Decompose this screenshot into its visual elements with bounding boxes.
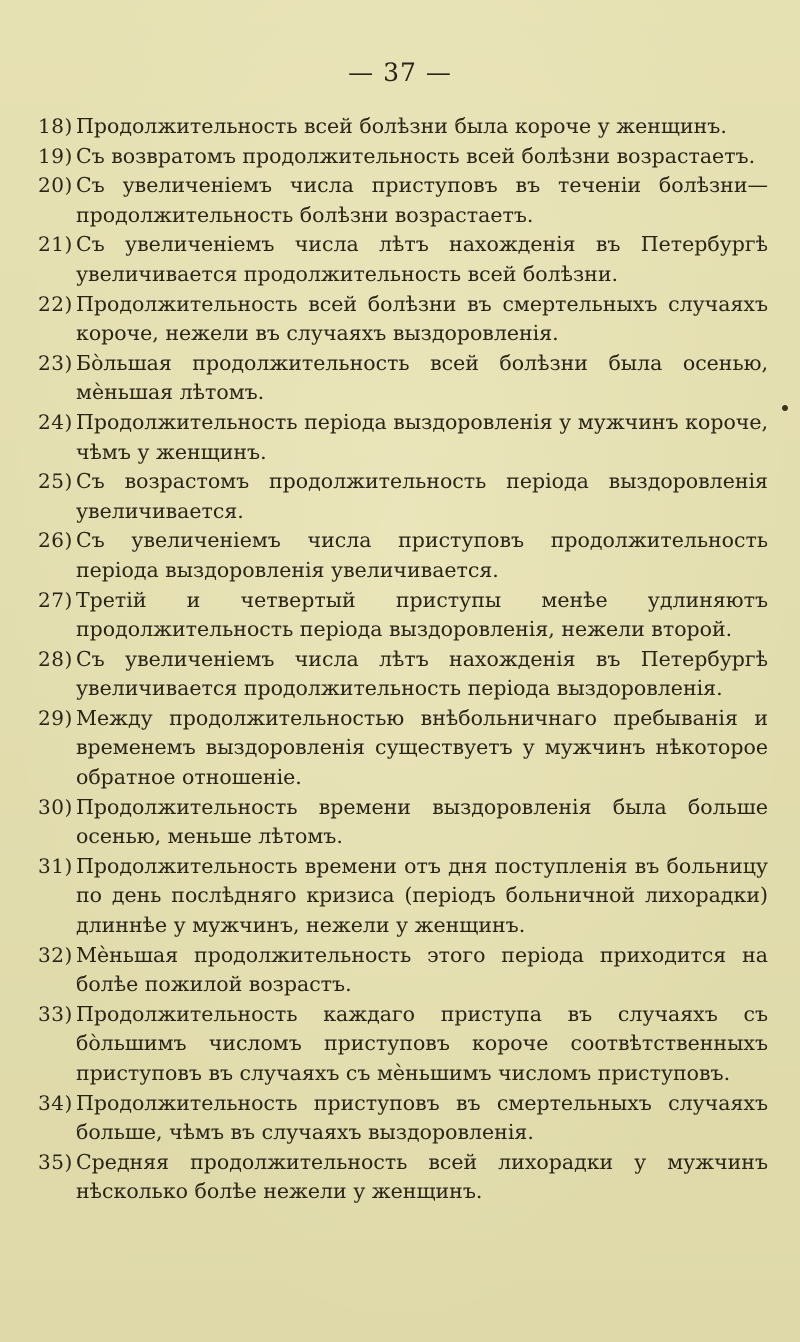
list-item <box>38 349 768 408</box>
item-number: 35) <box>38 1149 73 1174</box>
list-item <box>38 230 768 289</box>
item-text: Мѐньшая продолжительность этого періода приходится на болѣе пожилой возрастъ. <box>76 942 768 997</box>
list-item <box>38 1000 768 1089</box>
item-number: 19) <box>38 143 73 168</box>
list-item <box>38 112 768 142</box>
item-text: Съ увеличеніемъ числа лѣтъ нахожденія въ Петербургѣ увеличивается продолжительность всей болѣзни. <box>76 232 768 286</box>
item-text: Продолжительность всей болѣзни была короче у женщинъ. <box>76 114 727 138</box>
list-item <box>38 408 768 467</box>
item-number: 25) <box>38 469 73 494</box>
item-text: Продолжительность всей болѣзни въ смертельныхъ случаяхъ короче, нежели въ случаяхъ выздоровленія. <box>76 291 768 346</box>
list-item <box>38 941 768 1000</box>
list-item <box>38 645 768 704</box>
item-number: 18) <box>38 114 73 138</box>
item-text: Продолжительность приступовъ въ смертельныхъ случаяхъ больше, чѣмъ въ случаяхъ выздоровленія. <box>76 1090 768 1145</box>
item-text: Продолжительность періода выздоровленія у мужчинъ короче, чѣмъ у женщинъ. <box>76 409 768 464</box>
item-number: 32) <box>38 942 73 967</box>
page-number: — 37 — <box>348 58 452 87</box>
item-text: Съ возвратомъ продолжительность всей болѣзни возрастаетъ. <box>76 143 756 168</box>
list-item <box>38 290 768 349</box>
list-item <box>38 793 768 852</box>
item-number: 29) <box>38 705 73 730</box>
list-item <box>38 852 768 941</box>
item-text: Съ увеличеніемъ числа приступовъ продолжительность періода выздоровленія увеличивается. <box>76 528 768 582</box>
list-item <box>38 1148 768 1207</box>
list-item <box>38 467 768 526</box>
item-number: 23) <box>38 350 73 375</box>
item-text: Съ увеличеніемъ числа лѣтъ нахожденія въ Петербургѣ увеличивается продолжительность періода выздоровленія. <box>76 646 768 701</box>
list-item <box>38 704 768 793</box>
conclusions-list <box>38 112 768 1207</box>
item-number: 30) <box>38 794 73 819</box>
item-text: Продолжительность времени отъ дня поступленія въ больницу по день послѣдняго кризиса (періодъ больничной лихорадки) длиннѣе у мужчинъ, нежели у женщинъ. <box>76 853 768 938</box>
list-item <box>38 586 768 645</box>
item-number: 20) <box>38 173 73 198</box>
item-number: 24) <box>38 409 73 434</box>
item-text: Средняя продолжительность всей лихорадки у мужчинъ нѣсколько болѣе нежели у женщинъ. <box>76 1149 768 1204</box>
item-number: 33) <box>38 1001 73 1026</box>
item-text: Съ возрастомъ продолжительность періода выздоровленія увеличивается. <box>76 469 768 523</box>
item-text: Съ увеличеніемъ числа приступовъ въ теченіи болѣзни—продолжительность болѣзни возрастаетъ. <box>76 173 768 227</box>
list-item <box>38 1089 768 1148</box>
item-number: 34) <box>38 1090 73 1115</box>
item-text: Бо̀льшая продолжительность всей болѣзни была осенью, мѐньшая лѣтомъ. <box>76 350 768 405</box>
item-text: Продолжительность времени выздоровленія была больше осенью, меньше лѣтомъ. <box>76 794 768 849</box>
list-item <box>38 171 768 230</box>
item-number: 27) <box>38 587 73 612</box>
item-number: 31) <box>38 853 73 878</box>
item-text: Третій и четвертый приступы менѣе удлиняютъ продолжительность періода выздоровленія, нежели второй. <box>76 587 768 642</box>
ink-speck <box>782 405 788 411</box>
item-number: 26) <box>38 528 73 553</box>
item-number: 22) <box>38 291 73 316</box>
list-item <box>38 142 768 172</box>
list-item <box>38 526 768 585</box>
item-text: Между продолжительностью внѣбольничнаго пребыванія и временемъ выздоровленія существуетъ у мужчинъ нѣкоторое обратное отношеніе. <box>76 705 768 790</box>
item-text: Продолжительность каждаго приступа въ случаяхъ съ бо̀льшимъ числомъ приступовъ короче соотвѣтственныхъ приступовъ въ случаяхъ съ мѐньшимъ числомъ приступовъ. <box>76 1001 768 1085</box>
item-number: 28) <box>38 646 73 671</box>
item-number: 21) <box>38 232 73 257</box>
